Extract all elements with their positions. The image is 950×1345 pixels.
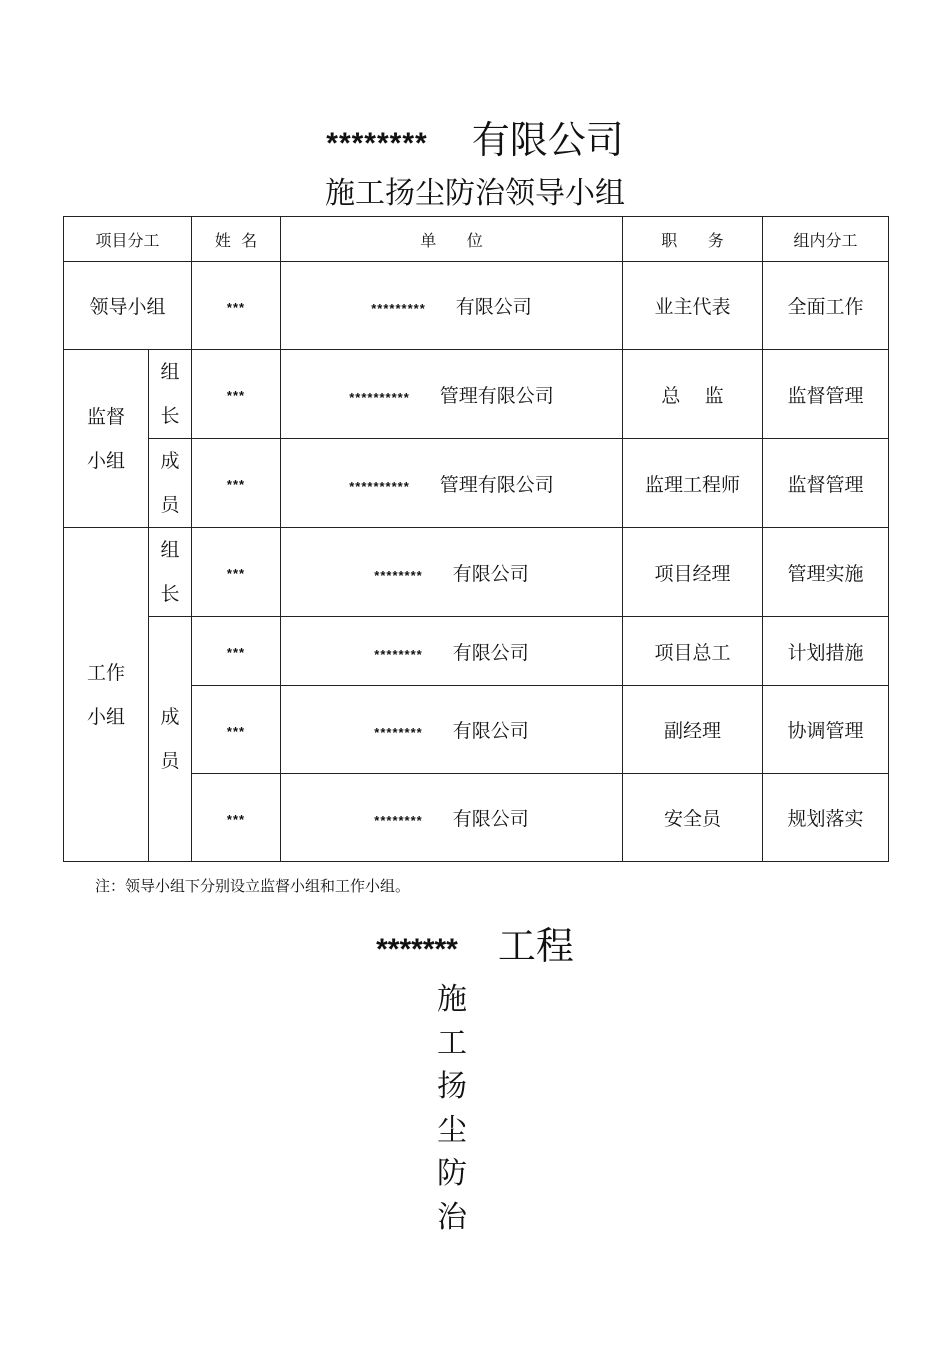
group-subtitle: 施工扬尘防治领导小组 — [325, 176, 625, 211]
table-row — [64, 350, 889, 439]
supervision-leader-duty: 监督管理 — [763, 350, 889, 439]
leader-duty: 全面工作 — [763, 262, 889, 350]
supervision-member-position: 监理工程师 — [623, 439, 763, 528]
supervision-leader-role: 组长 — [149, 350, 192, 439]
company-title-stars: ******** — [326, 127, 428, 160]
header-unit: 单 位 — [281, 217, 623, 262]
supervision-member-role: 成员 — [149, 439, 192, 528]
supervision-member-unit: ********** 管理有限公司 — [281, 439, 623, 528]
work-position: 安全员 — [623, 774, 763, 862]
work-duty: 计划措施 — [763, 617, 889, 686]
leader-position: 业主代表 — [623, 262, 763, 350]
company-title — [0, 118, 950, 166]
header-duty: 组内分工 — [763, 217, 889, 262]
project-title — [0, 924, 950, 972]
work-unit: ******** 有限公司 — [281, 528, 623, 617]
work-duty: 管理实施 — [763, 528, 889, 617]
table-header-row — [64, 217, 889, 262]
work-name: *** — [226, 811, 246, 827]
leader-unit: ********* 有限公司 — [281, 262, 623, 350]
supervision-leader-unit: ********** 管理有限公司 — [281, 350, 623, 439]
table-row — [64, 439, 889, 528]
project-title-stars: ******* — [376, 933, 458, 966]
footnote: 注：领导小组下分别设立监督小组和工作小组。 — [95, 877, 411, 895]
supervision-member-duty: 监督管理 — [763, 439, 889, 528]
work-duty: 协调管理 — [763, 686, 889, 774]
company-title-suffix: 有限公司 — [471, 118, 624, 162]
work-position: 副经理 — [623, 686, 763, 774]
header-name: 姓 名 — [192, 217, 281, 262]
work-group-label: 工作 小组 — [64, 528, 149, 862]
header-position: 职 务 — [623, 217, 763, 262]
header-division: 项目分工 — [64, 217, 192, 262]
leader-name: *** — [226, 299, 246, 315]
supervision-leader-name: *** — [226, 388, 246, 403]
work-unit: ******** 有限公司 — [281, 617, 623, 686]
leader-group-label: 领导小组 — [64, 262, 192, 350]
table-row — [64, 262, 889, 350]
table-row — [64, 528, 889, 617]
table-row — [64, 617, 889, 686]
work-unit: ******** 有限公司 — [281, 686, 623, 774]
supervision-member-name: *** — [226, 477, 246, 492]
work-unit: ******** 有限公司 — [281, 774, 623, 862]
work-duty: 规划落实 — [763, 774, 889, 862]
supervision-leader-position: 总 监 — [623, 350, 763, 439]
work-name: *** — [226, 645, 246, 660]
work-leader-role: 组长 — [149, 528, 192, 617]
vertical-title: 施工扬尘防治 — [437, 982, 467, 1235]
supervision-group-label: 监督 小组 — [64, 350, 149, 528]
organization-table — [63, 216, 889, 862]
project-title-suffix: 工程 — [497, 924, 574, 968]
work-position: 项目总工 — [623, 617, 763, 686]
work-position: 项目经理 — [623, 528, 763, 617]
work-name: *** — [226, 566, 246, 581]
work-name: *** — [226, 723, 246, 739]
work-member-role: 成员 — [149, 617, 192, 862]
